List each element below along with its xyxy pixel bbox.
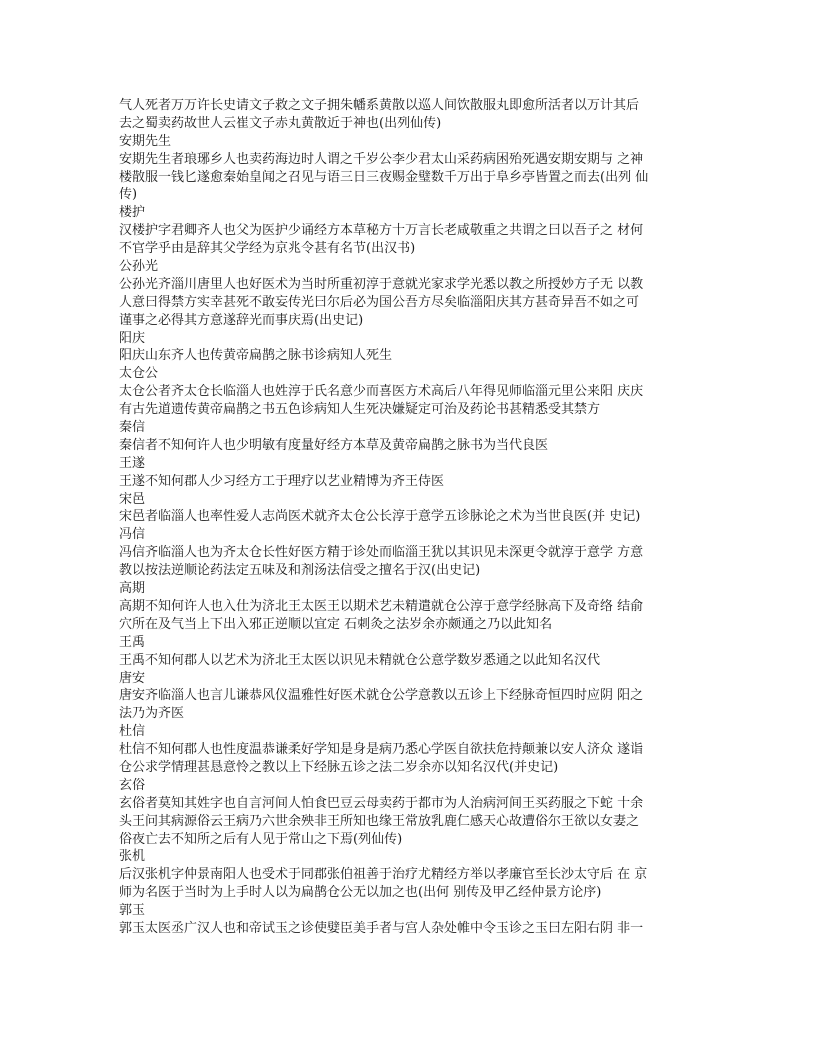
text-line: 气人死者万万许长史请文子救之文子拥朱幡系黄散以巡人间饮散服丸即愈所活者以万计其后	[119, 98, 640, 113]
text-line: 秦信者不知何许人也少明敏有度量好经方本草及黄帝扁鹊之脉书为当代良医	[119, 437, 549, 453]
text-line: 汉楼护字君卿齐人也父为医护少诵经方本草秘方十万言长老咸敬重之共谓之曰以吾子之 材何	[119, 223, 644, 239]
section-heading: 唐安	[119, 670, 146, 686]
text-line: 教以按法逆顺论药法定五味及和剂汤法信受之擅名于汉(出史记)	[119, 563, 481, 579]
section-heading: 安期先生	[119, 133, 172, 149]
text-line: 楼散服一钱匕遂愈秦始皇闻之召见与语三日三夜赐金璧数千万出于阜乡亭皆置之而去(出列 仙	[119, 169, 649, 185]
section-heading: 杜信	[119, 724, 146, 740]
section-heading: 秦信	[119, 420, 146, 436]
text-line: 公孙光齐淄川唐里人也好医术为当时所重初淳于意就光家求学光悉以教之所授妙方子无 以教	[119, 276, 644, 292]
text-line: 太仓公者齐太仓长临淄人也姓淳于氏名意少而喜医方术高后八年得见师临淄元里公来阳 庆庆	[119, 384, 644, 400]
section-heading: 楼护	[119, 205, 146, 221]
section-heading: 冯信	[119, 527, 146, 543]
text-line: 穴所在及气当上下出入邪正逆顺以宜定 石刺灸之法岁余亦颇通之乃以此知名	[119, 616, 553, 632]
text-line: 师为名医于当时为上手时人以为扁鹊仓公无以加之也(出何 别传及甲乙经仲景方论序)	[119, 885, 602, 901]
text-line: 法乃为齐医	[119, 706, 185, 722]
text-line: 王遂不知何郡人少习经方工于理疗以艺业精博为齐王侍医	[119, 473, 445, 489]
section-heading: 王遂	[119, 455, 146, 471]
text-line: 冯信齐临淄人也为齐太仓长性好医方精于诊处而临淄王犹以其识见未深更令就淳于意学 方意	[119, 545, 644, 561]
text-line: 玄俗者莫知其姓字也自言河间人怕食巴豆云母卖药于都市为人治病河间王买药服之下蛇 十余	[119, 795, 644, 811]
text-line: 头王问其病源俗云王病乃六世余殃非王所知也缘王常放乳鹿仁感天心故遭俗尔王欲以女妻之	[119, 813, 640, 829]
text-line: 有古先道遗传黄帝扁鹊之书五色诊病知人生死决嫌疑定可治及药论书甚精悉受其禁方	[119, 402, 601, 418]
text-line: 宋邑者临淄人也率性爱人志尚医术就齐太仓公长淳于意学五诊脉论之术为当世良医(并 史记)	[119, 509, 641, 525]
section-heading: 张机	[119, 849, 146, 865]
text-line: 阳庆山东齐人也传黄帝扁鹊之脉书诊病知人死生	[119, 348, 393, 364]
text-line: 安期先生者琅琊乡人也卖药海边时人谓之千岁公李少君太山采药病困殆死遇安期安期与 之神	[119, 151, 644, 167]
section-heading: 太仓公	[119, 366, 159, 382]
section-heading: 公孙光	[119, 259, 159, 275]
text-line: 仓公求学情理甚恳意怜之教以上下经脉五诊之法二岁余亦以知名汉代(并史记)	[119, 759, 559, 775]
text-line: 人意曰得禁方实幸甚死不敢妄传光曰尔后必为国公吾方尽矣临淄阳庆其方甚奇异吾不如之可	[119, 294, 640, 310]
text-line: 郭玉太医丞广汉人也和帝试玉之诊使嬖臣美手者与宫人杂处帷中令玉诊之玉曰左阳右阴 非一	[119, 920, 644, 936]
text-line: 高期不知何许人也入仕为济北王太医王以期术艺未精遣就仓公淳于意学经脉高下及奇络 结俞	[119, 598, 644, 614]
section-heading: 宋邑	[119, 491, 146, 507]
section-heading: 王禹	[119, 634, 146, 650]
section-heading: 郭玉	[119, 903, 146, 919]
text-line: 王禹不知何郡人以艺术为济北王太医以识见未精就仓公意学数岁悉通之以此知名汉代	[119, 652, 601, 668]
text-line: 杜信不知何郡人也性度温恭谦柔好学知是身是病乃悉心学医自欲扶危持颠兼以安人济众 遂诣	[119, 742, 644, 758]
section-heading: 阳庆	[119, 330, 146, 346]
section-heading: 玄俗	[119, 777, 146, 793]
text-line: 不官学乎由是辞其父学经为京兆令甚有名节(出汉书)	[119, 241, 416, 257]
text-line: 谨事之必得其方意遂辞光而事庆焉(出史记)	[119, 312, 364, 328]
document-page	[119, 97, 699, 938]
section-heading: 高期	[119, 581, 146, 597]
text-line: 唐安齐临淄人也言儿谦恭风仪温雅性好医术就仓公学意教以五诊上下经脉奇恒四时应阴 阳之	[119, 688, 644, 704]
text-line: 去之蜀卖药故世人云崔文子赤丸黄散近于神也(出列仙传)	[119, 115, 442, 131]
text-line: 俗夜亡去不知所之后有人见于常山之下焉(列仙传)	[119, 831, 403, 847]
text-line: 传)	[119, 187, 138, 203]
text-line: 后汉张机字仲景南阳人也受术于同郡张伯祖善于治疗尤精经方举以孝廉官至长沙太守后 在 京	[119, 867, 648, 883]
